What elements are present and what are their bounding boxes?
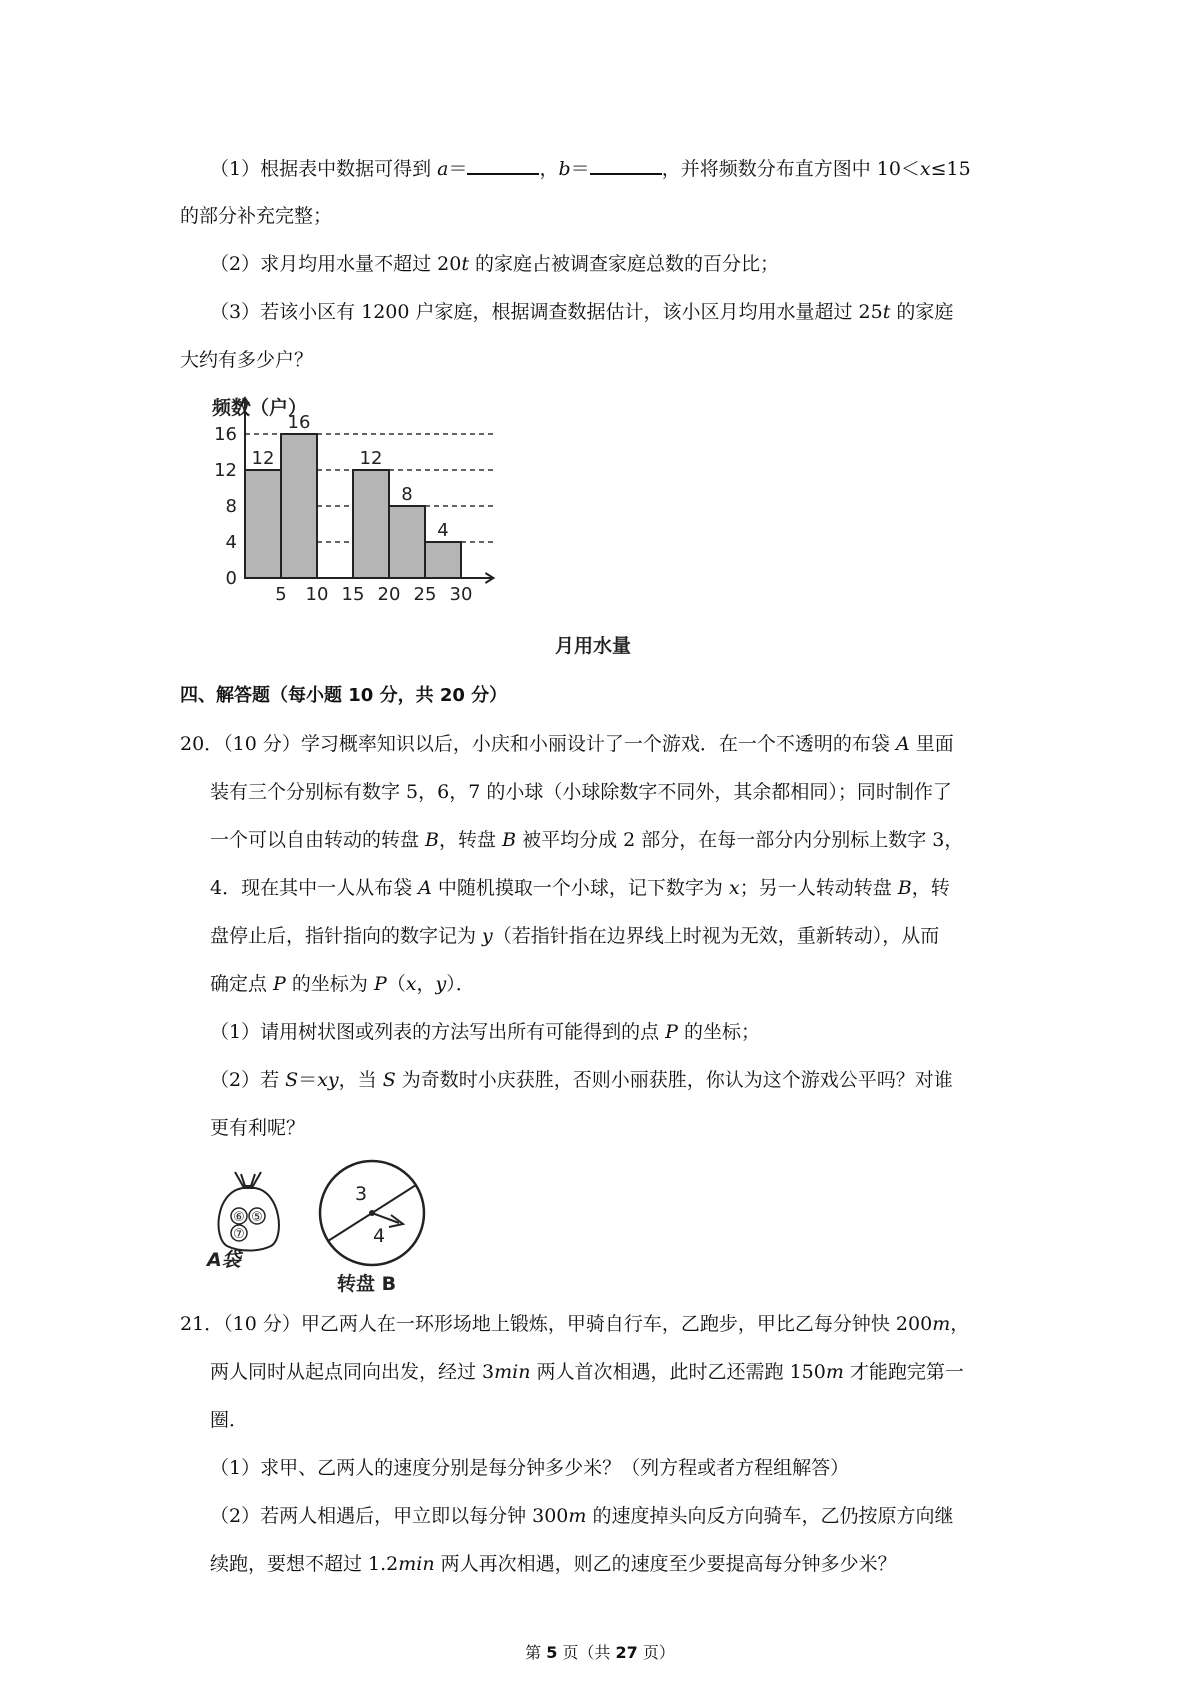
ball-5: ⑤ (251, 1210, 263, 1225)
eq-sign: ＝ (448, 158, 468, 180)
q20-line2: 装有三个分别标有数字 5，6，7 的小球（小球除数字不同外，其余都相同）；同时制作了 (210, 781, 952, 803)
q19-part1-line2: 的部分补充完整； (180, 205, 333, 227)
footer-post: 页） (637, 1643, 675, 1662)
q20-s2a: （2）若 (210, 1069, 286, 1091)
q20-l3c: 被平均分成 2 部分，在每一部分内分别标上数字 3， (516, 829, 964, 851)
var-S: S (382, 1069, 396, 1091)
spinner-label: 转盘 B (337, 1273, 397, 1295)
q20-line3 (210, 826, 963, 854)
spinner-number-3: 3 (355, 1183, 368, 1205)
q20-l3b: ，转盘 (439, 829, 503, 851)
unit-m: m (825, 1361, 844, 1383)
q21-s2a: （2）若两人相遇后，甲立即以每分钟 300 (210, 1505, 569, 1527)
q21-l1a: 21．（10 分）甲乙两人在一环形场地上锻炼，甲骑自行车，乙跑步，甲比乙每分钟快 200 (180, 1313, 933, 1335)
chart-xlabel: 月用水量 (555, 635, 632, 657)
q21-sub2-line2 (210, 1550, 897, 1578)
bar-20-25 (389, 506, 425, 578)
bar-label-20-25: 8 (401, 484, 413, 505)
x-tick-25: 25 (413, 584, 437, 605)
eq-sign: ＝ (570, 158, 590, 180)
var-P: P (373, 973, 387, 995)
ball-7: ⑦ (233, 1227, 245, 1242)
q19-p1-prefix: （1）根据表中数据可得到 (210, 158, 438, 180)
q19-p2-suffix: 的家庭占被调查家庭总数的百分比； (468, 253, 779, 275)
var-B: B (502, 829, 517, 851)
var-B: B (897, 877, 912, 899)
q20-l3a: 一个可以自由转动的转盘 (210, 829, 426, 851)
bar-label-25-30: 4 (437, 520, 449, 541)
x-tick-15: 15 (341, 584, 365, 605)
spinner-b-figure (315, 1155, 435, 1295)
q19-part1-line1 (210, 155, 971, 183)
bar-0-5 (245, 470, 281, 578)
q21-s2d: 两人再次相遇，则乙的速度至少要提高每分钟多少米？ (434, 1553, 897, 1575)
q20-line6 (210, 970, 475, 998)
x-tick-20: 20 (377, 584, 401, 605)
var-x: x (728, 877, 740, 899)
page-footer (0, 1640, 1200, 1663)
q20-sub2-line2: 更有利呢？ (210, 1117, 306, 1139)
q20-l6e: ）． (446, 973, 475, 995)
bar-15-20 (353, 470, 389, 578)
x-tick-30: 30 (449, 584, 473, 605)
q21-l2b: 两人首次相遇，此时乙还需跑 150 (530, 1361, 826, 1383)
bar-25-30 (425, 542, 461, 578)
q20-line1 (180, 730, 954, 758)
var-b: b (558, 158, 571, 180)
q20-l1: 20．（10 分）学习概率知识以后，小庆和小丽设计了一个游戏．在一个不透明的布袋 (180, 733, 896, 755)
page-total: 27 (615, 1643, 638, 1662)
q20-l5b: （若指针指在边界线上时视为无效，重新转动），从而 (492, 925, 940, 947)
unit-m: m (932, 1313, 951, 1335)
q19-part3-line2: 大约有多少户？ (180, 349, 314, 371)
bar-label-0-5: 12 (251, 448, 275, 469)
blank-b (590, 155, 662, 175)
footer-pre: 第 (525, 1643, 547, 1662)
q19-part2 (210, 250, 779, 278)
var-x: x (405, 973, 417, 995)
q20-l1-end: 里面 (909, 733, 954, 755)
q21-line3: 圈． (210, 1409, 249, 1431)
x-tick-5: 5 (275, 584, 287, 605)
y-tick-16: 16 (214, 424, 237, 445)
q20-sub2-line1 (210, 1066, 953, 1094)
q19-p3-suffix: 的家庭 (890, 301, 954, 323)
histogram-chart (200, 390, 660, 665)
blank-a (467, 155, 539, 175)
q21-l1b: ， (950, 1313, 970, 1335)
q20-l6b: 的坐标为 (285, 973, 374, 995)
unit-min: min (494, 1361, 531, 1383)
var-A: A (895, 733, 910, 755)
q20-s2c: ，当 (338, 1069, 383, 1091)
bag-a-figure (205, 1160, 295, 1270)
var-S: S (285, 1069, 299, 1091)
q19-p2-prefix: （2）求月均用水量不超过 20 (210, 253, 462, 275)
q21-s2c: 续跑，要想不超过 1.2 (210, 1553, 399, 1575)
q20-l6d: ， (416, 973, 436, 995)
page-number: 5 (546, 1643, 558, 1662)
y-tick-0: 0 (225, 568, 237, 589)
q20-l6a: 确定点 (210, 973, 274, 995)
unit-min: min (398, 1553, 435, 1575)
y-tick-8: 8 (225, 496, 237, 517)
unit-m: m (568, 1505, 587, 1527)
q21-l2a: 两人同时从起点同向出发，经过 3 (210, 1361, 495, 1383)
q20-s1a: （1）请用树状图或列表的方法写出所有可能得到的点 (210, 1021, 666, 1043)
section-4-title: 四、解答题（每小题 10 分，共 20 分） (180, 685, 508, 706)
q19-p1-end: ≤15 (930, 158, 971, 180)
var-A: A (418, 877, 432, 899)
q21-line2 (210, 1358, 964, 1386)
q20-s2b: ＝ (298, 1069, 318, 1091)
q19-p3-prefix: （3）若该小区有 1200 户家庭，根据调查数据估计，该小区月均用水量超过 25 (210, 301, 883, 323)
y-tick-12: 12 (214, 460, 237, 481)
q20-line4 (210, 874, 950, 902)
var-y: y (482, 925, 493, 947)
q20-s1b: 的坐标； (677, 1021, 760, 1043)
bar-5-10 (281, 434, 317, 578)
q20-l4d: ，转 (911, 877, 950, 899)
q19-part3-line1 (210, 298, 953, 326)
y-tick-4: 4 (225, 532, 237, 553)
q20-line5 (210, 922, 939, 950)
var-P: P (665, 1021, 678, 1043)
q21-line1 (180, 1310, 969, 1338)
var-x: x (919, 158, 931, 180)
x-tick-10: 10 (305, 584, 329, 605)
q20-sub1 (210, 1018, 760, 1046)
bag-label: A袋 (207, 1249, 241, 1270)
q21-s2b: 的速度掉头向反方向骑车，乙仍按原方向继 (586, 1505, 954, 1527)
chart-ylabel: 频数（户） (212, 397, 308, 419)
q20-l4b: 中随机摸取一个小球，记下数字为 (431, 877, 729, 899)
var-P: P (273, 973, 286, 995)
spinner-number-4: 4 (373, 1225, 386, 1247)
q21-l2c: 才能跑完第一 (843, 1361, 964, 1383)
var-a: a (437, 158, 449, 180)
unit-t: t (882, 301, 891, 323)
q20-l4a: 4．现在其中一人从布袋 (210, 877, 419, 899)
bag-body (219, 1188, 279, 1251)
q19-p1-mid: ，并将频数分布直方图中 10＜ (661, 158, 920, 180)
q20-l5a: 盘停止后，指针指向的数字记为 (210, 925, 483, 947)
comma: ， (539, 158, 559, 180)
var-y: y (435, 973, 447, 995)
q21-sub1: （1）求甲、乙两人的速度分别是每分钟多少米？（列方程或者方程组解答） (210, 1457, 850, 1479)
footer-mid: 页（共 (557, 1643, 616, 1662)
var-xy: xy (317, 1069, 339, 1091)
ball-6: ⑥ (233, 1210, 245, 1225)
q21-sub2-line1 (210, 1502, 953, 1530)
bag-icon (235, 1172, 261, 1186)
bar-label-5-10: 16 (287, 412, 311, 433)
bar-label-15-20: 12 (359, 448, 383, 469)
q20-l6c: （ (386, 973, 406, 995)
q20-l4c: ；另一人转动转盘 (739, 877, 898, 899)
unit-t: t (461, 253, 469, 275)
q20-s2d: 为奇数时小庆获胜，否则小丽获胜，你认为这个游戏公平吗？对谁 (395, 1069, 953, 1091)
var-B: B (425, 829, 440, 851)
